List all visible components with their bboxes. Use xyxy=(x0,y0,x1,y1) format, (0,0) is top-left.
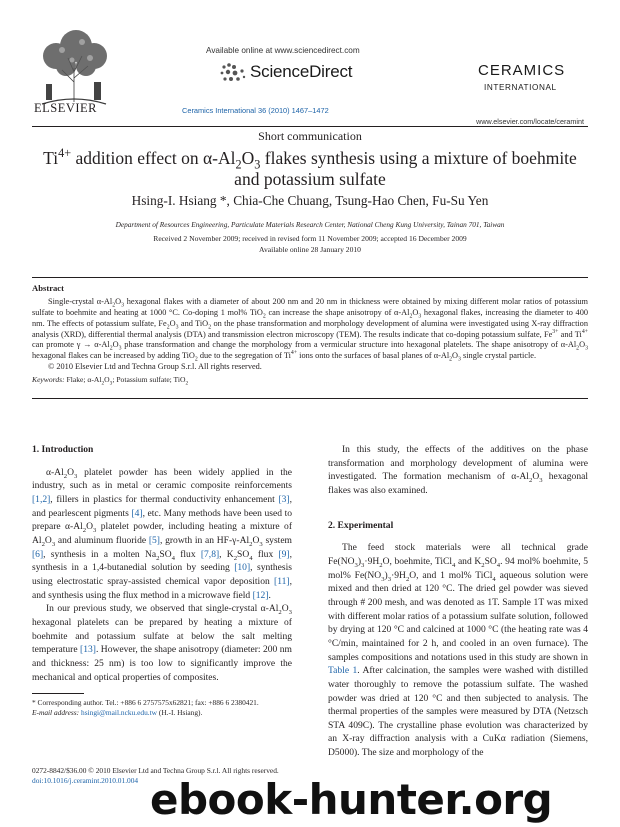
article-type: Short communication xyxy=(258,129,362,143)
author-affiliation: Department of Resources Engineering, Particulate Materials Research Center, National Cheng Kung University, Tainan 701, Taiwan xyxy=(115,220,505,229)
abstract-body xyxy=(32,297,588,373)
abstract-text: Single-crystal $\alpha-Al_2O_3$ hexagonal flakes with a diameter of about 200 nm and 20 nm in thickness were obtained by mixing different molar ratios of potassium sulfate to boehmite and heating at 1000 °C. Co-doping 1 mol% TiO$_2$ can increase the shape anisotropy of $\alpha-Al_2O_3$ hexagonal flakes, increasing the diameter to 400 nm. The effects of potassium sulfate, $Fe_2O_3$ and TiO$_2$ on the phase transformation and morphology development of alumina were investigated using X-ray diffraction analysis (XRD), differential thermal analysis (DTA) and transmission electron microscopy (TEM). The results indicate that co-doping potassium sulfate, $Fe^{3+}$ and $Ti^{4+}$ can promote $\gamma \to \alpha-Al_2O_3$ phase transformation and change the morphology from a vermicular structure into hexagonal platelets. The shape anisotropy of $\alpha-Al_2O_3$ hexagonal flakes can be increased by adding TiO$_2$ due to the segregation of $Ti^{4+}$ ions onto the surfaces of basal planes of $\alpha-Al_2O_3$ single crystal particle. xyxy=(32,297,588,363)
header-divider xyxy=(32,126,588,127)
ref-link[interactable]: [11] xyxy=(274,575,290,587)
experimental-heading: 2. Experimental xyxy=(328,519,394,531)
ref-link[interactable]: [1,2] xyxy=(32,493,51,505)
footnote-divider xyxy=(32,693,84,694)
abstract-copyright: © 2010 Elsevier Ltd and Techna Group S.r.l. All rights reserved. xyxy=(48,362,262,372)
footnote xyxy=(32,698,304,718)
abstract-bottom-divider xyxy=(32,398,588,399)
ref-link[interactable]: [3] xyxy=(278,493,290,505)
sciencedirect-dots-icon xyxy=(218,62,250,86)
available-date: Available online 28 January 2010 xyxy=(259,244,361,254)
doi-link[interactable]: doi:10.1016/j.ceramint.2010.01.004 xyxy=(32,776,139,785)
ref-link[interactable]: [6] xyxy=(32,548,44,560)
keywords-text: Flake; $\alpha-Al_2O_3$; Potassium sulfate; TiO$_2$ xyxy=(66,375,189,387)
table-link[interactable]: Table 1 xyxy=(328,665,358,677)
keywords-label: Keywords: xyxy=(32,375,65,384)
journal-url-link[interactable]: www.elsevier.com/locate/ceramint xyxy=(476,117,584,126)
intro-paragraph-2: In our previous study, we observed that single-crystal $\alpha-Al_2O_3$ hexagonal platelets can be prepared by heating a mixture of boehmite and potassium sulfate at below the salt melting temperature [13]. However, the shape anisotropy (diameter: 200 nm and thickness: 25 nm) is too low to significantly improve the mechanical and optical properties of composites. xyxy=(32,603,292,683)
intro-paragraph-1: $\alpha-Al_2O_3$ platelet powder has been widely applied in the industry, such as in metal or ceramic composite reinforcements [1,2], fillers in plastics for thermal conductivity enhancement [3], and pearlescent pigments [4], etc. Many methods have been used to prepare $\alpha-Al_2O_3$ platelet powder, including heating a mixture of $Al_2O_3$ and aluminum fluoride [5], growth in an $HF-\gamma-Al_2O_3$ system [6], synthesis in a molten $Na_2SO_4$ flux [7,8], $K_2SO_4$ flux [9], synthesis in a 1,4-butanedial solution by seeding [10], synthesis using electrostatic spray-assisted chemical vapor deposition [11], and synthesis using the flux method in a microwave field [12]. xyxy=(32,466,293,601)
article-title: $Ti^{4+}$ addition effect on $\alpha-Al_2O_3$ flakes synthesis using a mixture of boehmite and potassium sulfate xyxy=(43,146,577,189)
journal-citation-link[interactable]: Ceramics International 36 (2010) 1467–1472 xyxy=(182,106,329,115)
ref-link[interactable]: [4] xyxy=(131,507,143,519)
ref-link[interactable]: [13] xyxy=(80,644,96,656)
ref-link[interactable]: [9] xyxy=(278,548,290,560)
journal-logo-bottom: INTERNATIONAL xyxy=(484,83,557,92)
abstract-heading: Abstract xyxy=(32,283,64,293)
right-column xyxy=(328,443,588,760)
journal-logo-top: CERAMICS xyxy=(478,62,566,79)
elsevier-tree-logo xyxy=(32,22,116,110)
experimental-paragraph: The feed stock materials were all technical grade $Fe(NO_3)_3\cdot 9H_2O$, boehmite, TiCl$_4$ and $K_2SO_4$. 94 mol% boehmite, 5 mol% $Fe(NO_3)_3\cdot 9H_2O$, and 1 mol% TiCl$_4$ aqueous solution were mixed and then dried at 120 °C. The dried gel powder was sieved through # 200 mesh, and was denoted as 1T. Sample 1T was mixed with different molar ratios of a potassium sulfate solution, followed by drying at 120 °C and calcined at 1000 °C (the heating rate was 4 °C/min, maintained for 2 h, and cooled in an oven furnace). The samples compositions and notations used in this study are shown in Table 1. After calcination, the samples were washed with distilled water thoroughly to remove the potassium sulfate. The washed powder was dried at 120 °C and then subjected to analysis. The thermal properties of the samples were measured by DTA (Netzsch STA 409C). The crystalline phase evolution was characterized by an X-ray diffraction analysis with a CuKα radiation (Siemens, D5000). The size and morphology of the xyxy=(328,542,588,759)
sciencedirect-wordmark: ScienceDirect xyxy=(250,62,353,81)
ref-link[interactable]: [7,8] xyxy=(200,548,220,560)
received-dates: Received 2 November 2009; received in revised form 11 November 2009; accepted 16 December 2009 xyxy=(153,234,467,243)
left-column xyxy=(32,443,292,684)
email-suffix: (H.-I. Hsiang). xyxy=(158,708,203,717)
publisher-name: ELSEVIER xyxy=(34,101,98,115)
article-dates xyxy=(0,234,620,255)
article-authors: Hsing-I. Hsiang *, Chia-Che Chuang, Tsung-Hao Chen, Fu-Su Yen xyxy=(131,193,489,208)
available-online-text: Available online at www.sciencedirect.com xyxy=(206,46,360,55)
ref-link[interactable]: [5] xyxy=(148,534,160,546)
ref-link[interactable]: [12] xyxy=(252,589,269,601)
email-link[interactable]: hsingi@mail.ncku.edu.tw xyxy=(81,708,157,717)
issn-line: 0272-8842/$36.00 © 2010 Elsevier Ltd and Techna Group S.r.l. All rights reserved. xyxy=(32,766,279,775)
keywords xyxy=(32,375,189,387)
right-paragraph-1: In this study, the effects of the additives on the phase transformation and morphology development of alumina were investigated. The formation mechanism of $\alpha-Al_2O_3$ hexagonal flakes was also examined. xyxy=(328,444,588,496)
corresponding-author: * Corresponding author. Tel.: +886 6 2757575x62821; fax: +886 6 2380421. xyxy=(32,698,259,707)
email-label: E-mail address: xyxy=(32,708,80,717)
ref-link[interactable]: [10] xyxy=(234,562,251,574)
intro-heading: 1. Introduction xyxy=(32,444,94,455)
watermark-text: ebook-hunter.org xyxy=(150,775,553,824)
abstract-top-divider xyxy=(32,277,588,278)
